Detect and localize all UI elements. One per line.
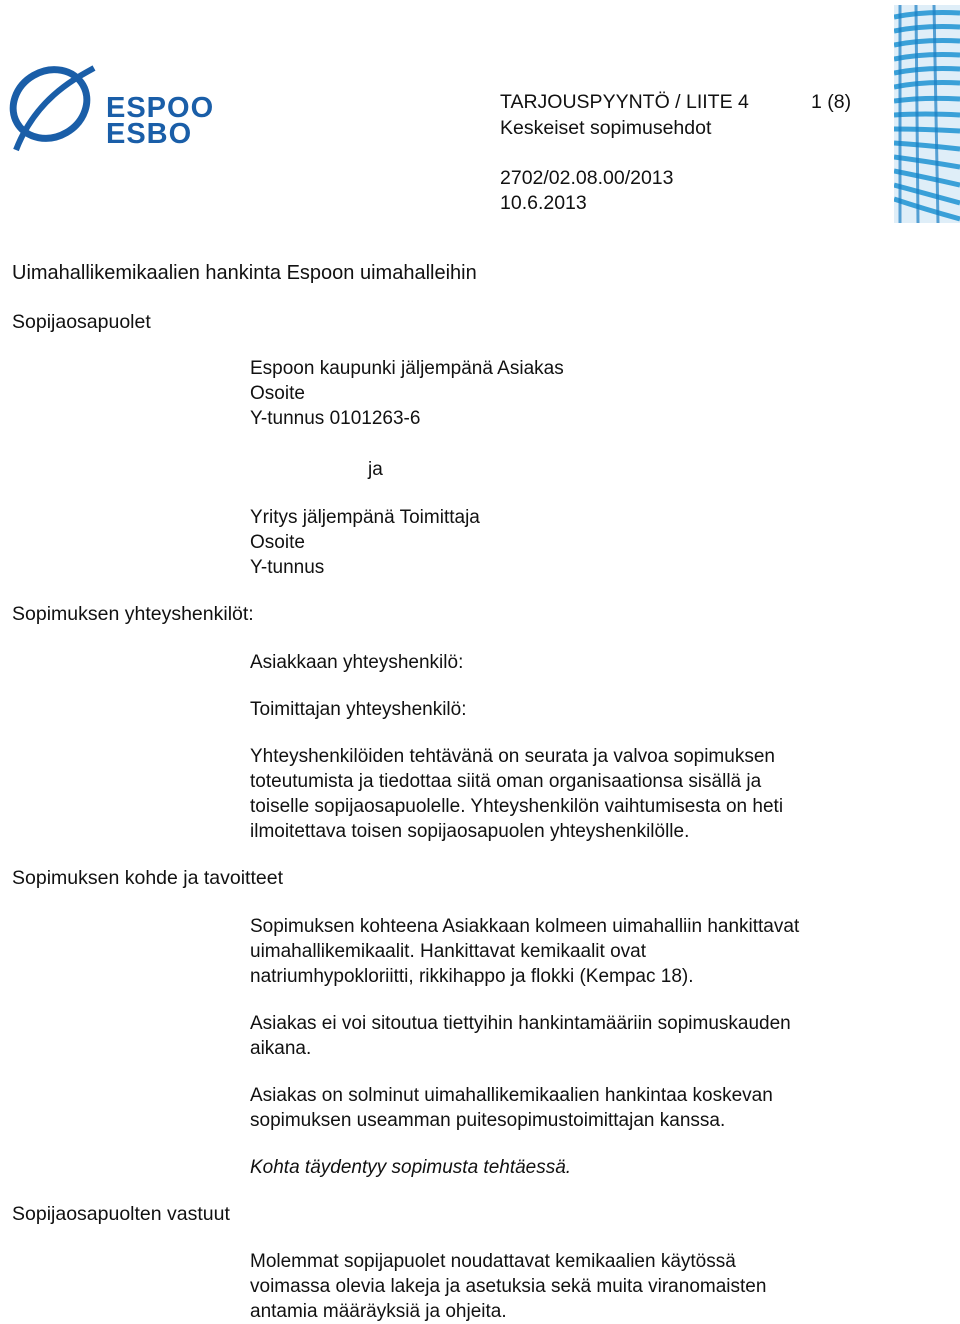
responsibility-line: Molemmat sopijapuolet noudattavat kemikaalien käytössä [250,1251,736,1272]
customer-name: Espoon kaupunki jäljempänä Asiakas [250,358,564,379]
page-title: Uimahallikemikaalien hankinta Espoon uimahalleihin [12,262,477,284]
supplier-block [250,505,940,580]
subject-line: Asiakas on solminut uimahallikemikaalien hankintaa koskevan [250,1085,773,1106]
doc-subtitle: Keskeiset sopimusehdot [500,117,712,139]
customer-block [250,356,940,431]
subject-line: aikana. [250,1038,312,1059]
subject-line: natriumhypokloriitti, rikkihappo ja flokki (Kempac 18). [250,966,694,987]
subject-paragraph-3 [250,1083,940,1133]
supplier-address: Osoite [250,532,305,553]
supplier-business-id: Y-tunnus [250,557,325,578]
supplier-contact-label: Toimittajan yhteyshenkilö: [250,699,467,720]
subject-line: Asiakas ei voi sitoutua tiettyihin hankintamääriin sopimuskauden [250,1013,791,1034]
doc-date: 10.6.2013 [500,192,587,214]
logo-name-sv: ESBO [106,118,193,150]
responsibility-line: voimassa olevia lakeja ja asetuksia sekä muita viranomaisten [250,1276,767,1297]
subject-line: Sopimuksen kohteena Asiakkaan kolmeen uimahalliin hankittavat [250,916,800,937]
subject-paragraph-2 [250,1011,940,1061]
page-number: 1 (8) [811,91,852,113]
contacts-line: ilmoitettava toisen sopijaosapuolen yhteyshenkilölle. [250,821,690,842]
supplier-name: Yritys jäljempänä Toimittaja [250,507,480,528]
customer-address: Osoite [250,383,305,404]
contacts-paragraph [250,744,940,844]
contacts-line: toiselle sopijaosapuolelle. Yhteyshenkilön vaihtumisesta on heti [250,796,784,817]
heading-responsibility: Sopijaosapuolten vastuut [12,1203,230,1225]
heading-subject: Sopimuksen kohde ja tavoitteet [12,867,284,889]
espoo-logo [6,58,215,158]
doc-title: TARJOUSPYYNTÖ / LIITE 4 [500,91,749,113]
subject-line: sopimuksen useamman puitesopimustoimittajan kanssa. [250,1110,726,1131]
responsibility-paragraph [250,1249,940,1324]
contacts-line: Yhteyshenkilöiden tehtävänä on seurata ja valvoa sopimuksen [250,746,775,767]
subject-paragraph-1 [250,914,940,989]
logo-name-fi: ESPOO [106,92,215,124]
subject-italic-note: Kohta täydentyy sopimusta tehtäessä. [250,1157,572,1178]
reference-number: 2702/02.08.00/2013 [500,167,674,189]
heading-contacts: Sopimuksen yhteyshenkilöt: [12,603,254,625]
parties-conjunction: ja [368,459,383,480]
subject-line: uimahallikemikaalit. Hankittavat kemikaalit ovat [250,941,646,962]
heading-parties: Sopijaosapuolet [12,311,151,333]
contacts-line: toteutumista ja tiedottaa siitä oman organisaationsa sisällä ja [250,771,762,792]
responsibility-line: antamia määräyksiä ja ohjeita. [250,1301,507,1322]
customer-contact-label: Asiakkaan yhteyshenkilö: [250,652,464,673]
customer-business-id: Y-tunnus 0101263-6 [250,408,421,429]
decorative-stripes-icon [894,5,960,223]
